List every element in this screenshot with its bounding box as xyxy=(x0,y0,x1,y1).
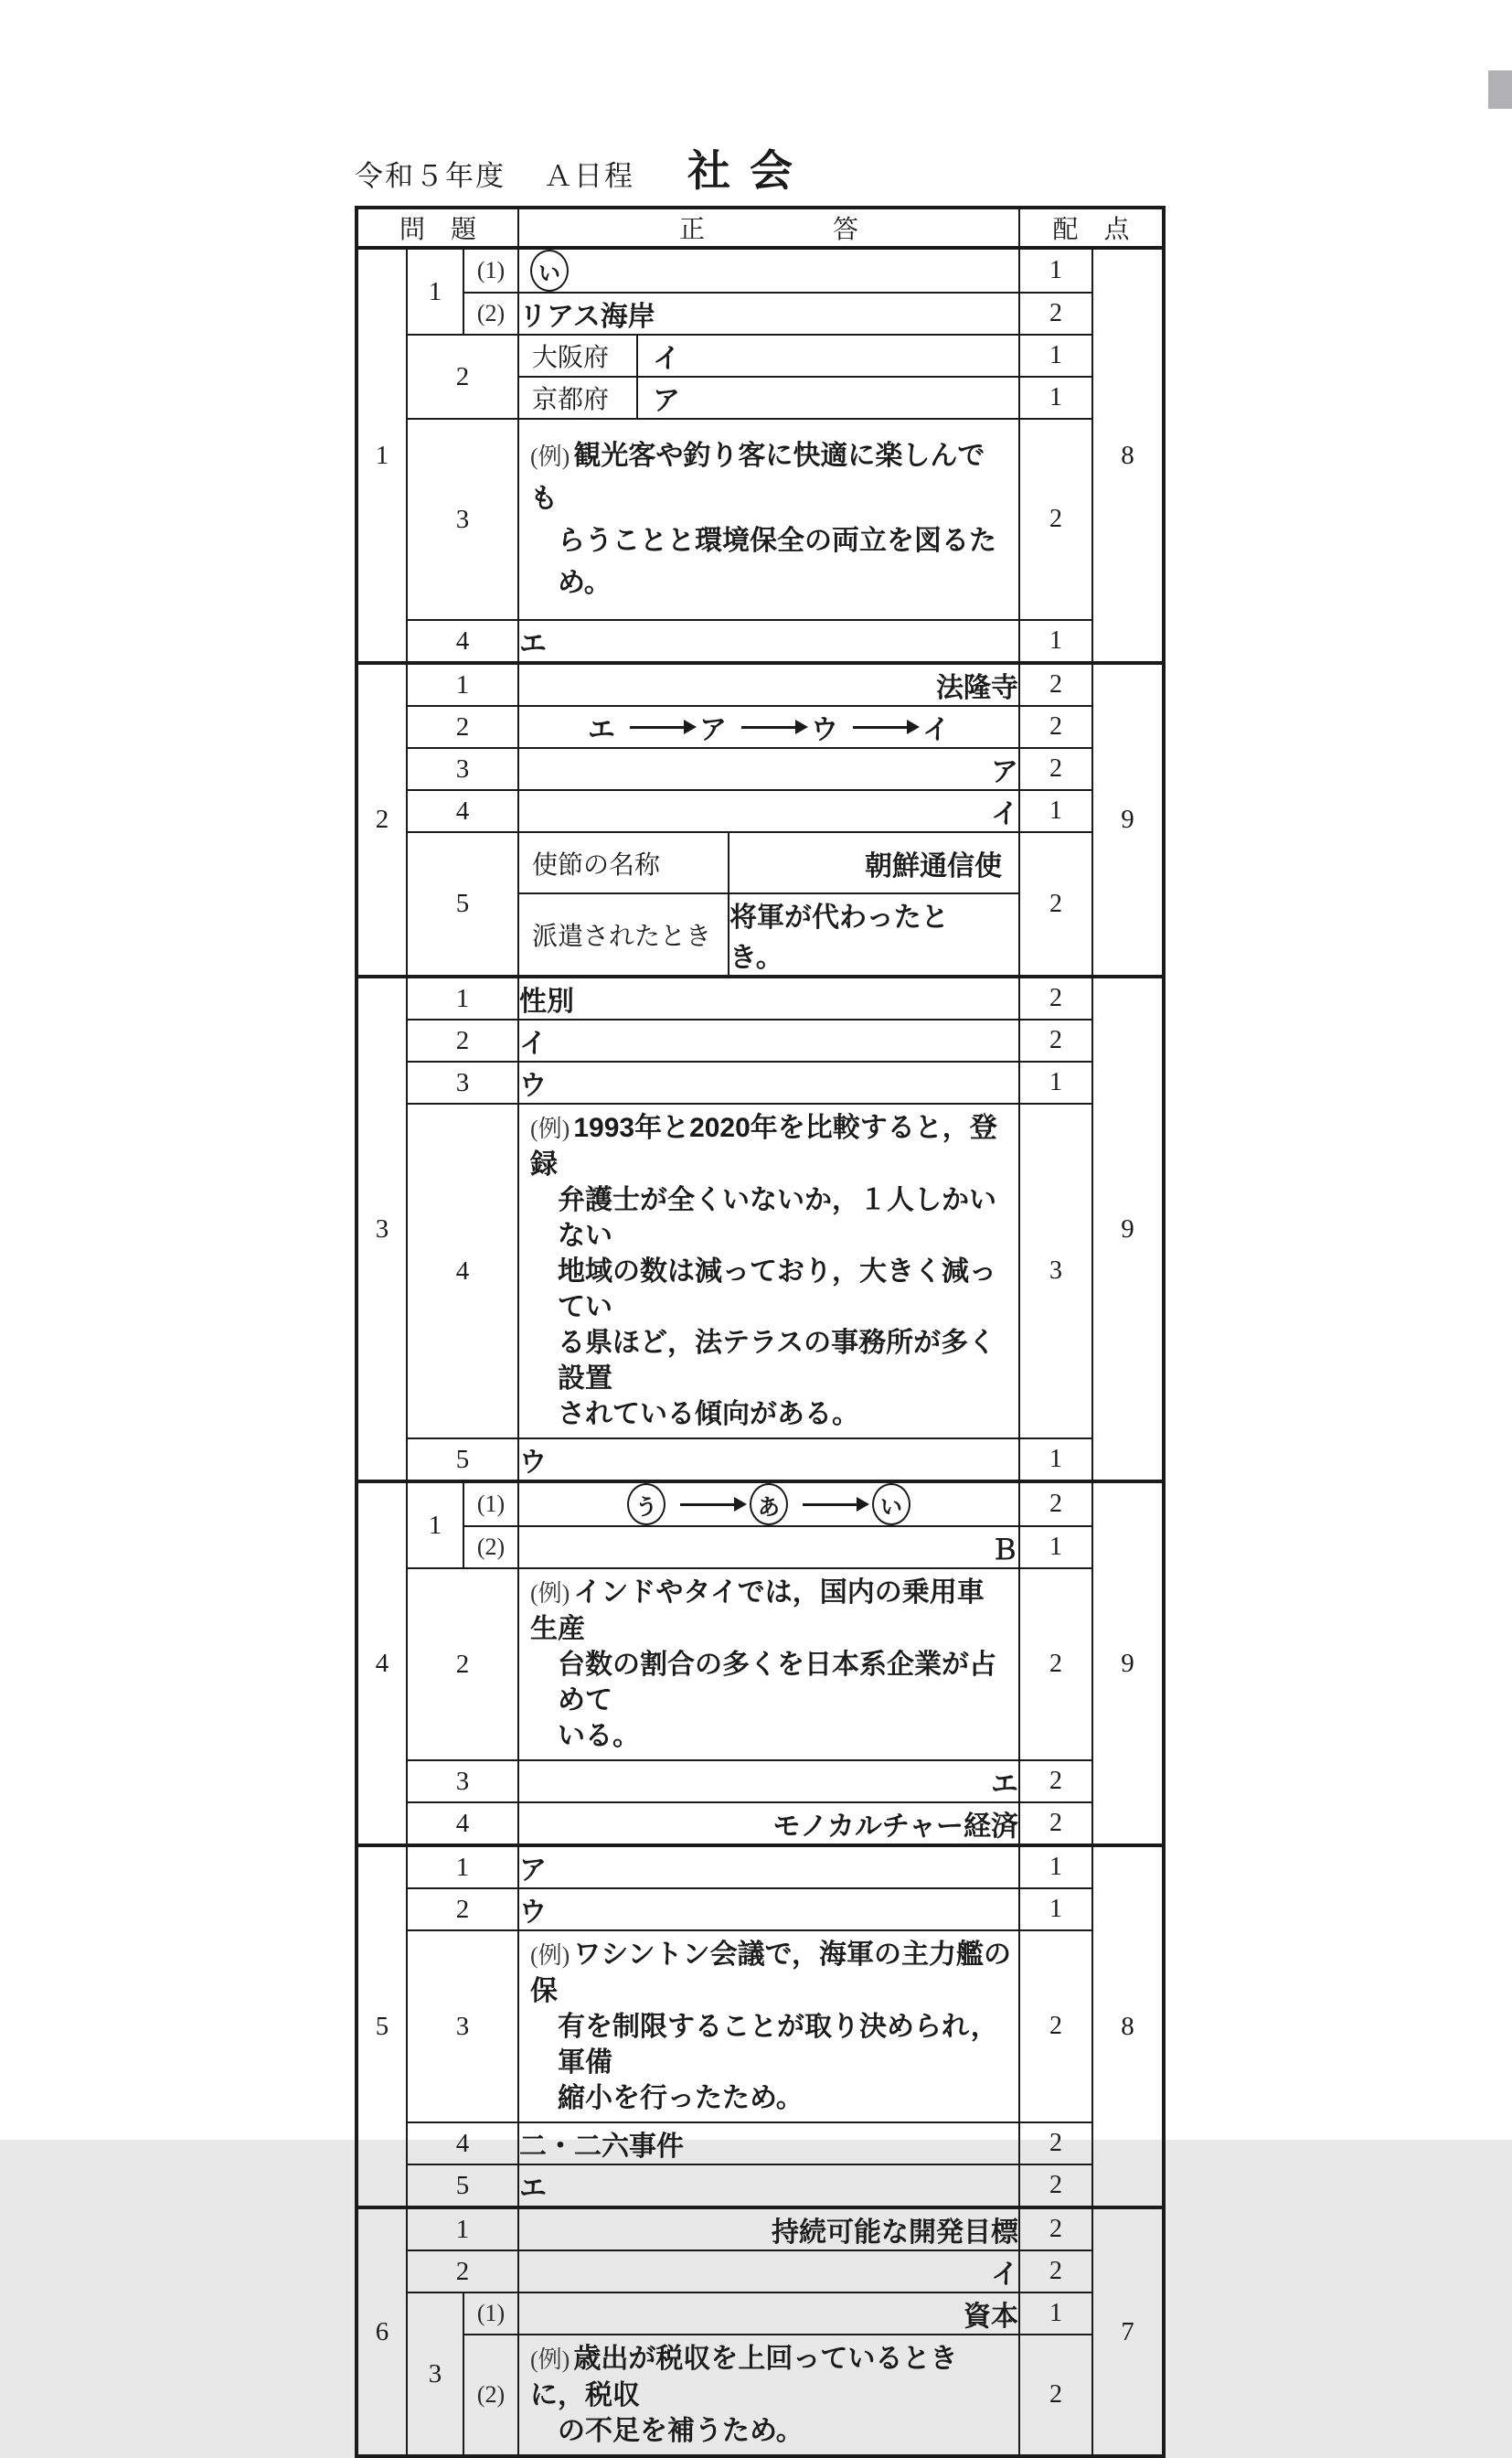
right-arrow-icon xyxy=(803,1503,857,1506)
answer-text: イ xyxy=(991,799,1018,829)
answer-cell xyxy=(518,335,1019,377)
labeled-answer xyxy=(519,378,1018,418)
question-number-cell: 2 xyxy=(407,1568,518,1760)
answer-text: 二・二六事件 xyxy=(519,2132,684,2162)
answer-key-table xyxy=(355,206,1166,2458)
col-header-points: 配 点 xyxy=(1019,208,1164,248)
table-row xyxy=(357,2164,1164,2207)
question-number-cell: 4 xyxy=(407,2122,518,2164)
example-prefix: (例) xyxy=(530,1580,570,1607)
answer-text: ワシントン会議で，海軍の主力艦の保 xyxy=(530,1940,1011,2006)
question-number-cell: 2 xyxy=(407,1020,518,1062)
circled-answer-choice: う xyxy=(627,1483,665,1525)
answer-text: 観光客や釣り客に快適に楽しんでも xyxy=(530,440,985,514)
answer-choice: ウ xyxy=(811,715,838,745)
section-number-cell: 5 xyxy=(357,1845,407,2207)
points-cell: 2 xyxy=(1019,663,1092,706)
answer-text: 持続可能な開発目標 xyxy=(772,2218,1018,2248)
table-row xyxy=(357,1760,1164,1802)
circled-answer-choice: い xyxy=(530,250,569,292)
col-header-question: 問 題 xyxy=(357,208,518,248)
table-row xyxy=(357,620,1164,663)
answer-cell xyxy=(518,1104,1019,1438)
answer-text: ア xyxy=(519,1855,547,1886)
question-number-cell: 3 xyxy=(407,1760,518,1802)
answer-cell xyxy=(518,977,1019,1020)
right-arrow-icon xyxy=(680,1503,735,1506)
labeled-answer xyxy=(519,336,1018,376)
table-row xyxy=(357,248,1164,293)
example-answer xyxy=(519,1569,1018,1759)
answer-cell xyxy=(518,1062,1019,1104)
table-row xyxy=(357,663,1164,706)
points-cell: 1 xyxy=(1019,1526,1092,1568)
answer-text: 朝鮮通信使 xyxy=(865,850,1002,882)
points-cell: 2 xyxy=(1019,293,1092,335)
answer-choice: イ xyxy=(922,715,950,745)
answer-choice: ア xyxy=(699,715,727,745)
points-cell: 2 xyxy=(1019,1568,1092,1760)
table-row xyxy=(357,2292,1164,2335)
answer-text: Ｂ xyxy=(991,1535,1018,1566)
answer-line xyxy=(530,1575,1011,1647)
points-cell: 2 xyxy=(1019,706,1092,748)
answer-text: ア xyxy=(991,757,1018,787)
answer-text: エ xyxy=(519,629,547,659)
table-row xyxy=(357,832,1164,893)
example-prefix: (例) xyxy=(530,443,570,470)
points-cell: 1 xyxy=(1019,248,1092,293)
question-number-cell: 4 xyxy=(407,790,518,832)
points-cell: 1 xyxy=(1019,335,1092,377)
example-answer xyxy=(519,2335,1018,2454)
points-cell: 1 xyxy=(1019,790,1092,832)
table-row xyxy=(357,1020,1164,1062)
answer-line xyxy=(530,1110,1011,1182)
question-number-cell: 4 xyxy=(407,620,518,663)
school-year-label: 令和５年度 xyxy=(355,160,506,192)
answer-text: エ xyxy=(991,1769,1018,1800)
answer-text: モノカルチャー経済 xyxy=(772,1811,1018,1842)
table-row xyxy=(357,335,1164,377)
points-cell: 1 xyxy=(1019,2292,1092,2335)
answer-text: ウ xyxy=(519,1448,547,1478)
points-cell: 2 xyxy=(1019,1802,1092,1845)
question-number-cell: 3 xyxy=(407,2292,463,2456)
question-number-cell: 1 xyxy=(407,663,518,706)
answer-line xyxy=(530,435,1011,520)
question-number-cell: 2 xyxy=(407,335,518,419)
question-number-cell: 1 xyxy=(407,1845,518,1888)
table-row xyxy=(357,2250,1164,2292)
answer-cell xyxy=(518,1568,1019,1760)
right-arrow-icon xyxy=(741,726,796,729)
answer-cell xyxy=(518,2335,1019,2456)
circled-answer-choice: い xyxy=(872,1483,910,1525)
question-part-cell: (2) xyxy=(463,293,518,335)
points-cell: 2 xyxy=(1019,1481,1092,1526)
section-total-cell: 7 xyxy=(1092,2207,1164,2456)
answer-cell xyxy=(518,1802,1019,1845)
points-cell: 3 xyxy=(1019,1104,1092,1438)
answer-sublabel: 京都府 xyxy=(519,378,638,418)
question-number-cell: 4 xyxy=(407,1802,518,1845)
answer-cell xyxy=(518,2207,1019,2250)
question-part-cell: (1) xyxy=(463,1481,518,1526)
answer-cell xyxy=(518,377,1019,419)
sequence-answer xyxy=(519,707,1018,747)
table-row xyxy=(357,1888,1164,1930)
question-number-cell: 3 xyxy=(407,1062,518,1104)
answer-cell xyxy=(518,1438,1019,1481)
question-number-cell: 3 xyxy=(407,748,518,790)
answer-cell xyxy=(518,620,1019,663)
answer-line: る県ほど，法テラスの事務所が多く設置 xyxy=(558,1328,996,1394)
schedule-label: Ａ日程 xyxy=(544,160,634,192)
section-number-cell: 3 xyxy=(357,977,407,1481)
answer-text: 資本 xyxy=(964,2302,1018,2332)
answer-cell xyxy=(518,832,1019,893)
points-cell: 1 xyxy=(1019,377,1092,419)
example-prefix: (例) xyxy=(530,2346,570,2373)
table-row xyxy=(357,1802,1164,1845)
answer-line: 縮小を行ったため。 xyxy=(558,2083,804,2113)
answer-text: イ xyxy=(991,2260,1018,2290)
answer-text: 1993年と2020年を比較すると，登録 xyxy=(530,1113,997,1180)
answer-text: リアス海岸 xyxy=(519,302,655,332)
question-part-cell: (2) xyxy=(463,2335,518,2456)
answer-line xyxy=(530,1937,1011,2009)
answer-cell xyxy=(518,663,1019,706)
answer-cell xyxy=(518,293,1019,335)
answer-cell xyxy=(518,419,1019,620)
answer-text: エ xyxy=(519,2174,547,2204)
points-cell: 2 xyxy=(1019,1020,1092,1062)
answer-text: 将軍が代わったとき。 xyxy=(729,903,949,973)
section-total-cell: 8 xyxy=(1092,1845,1164,2207)
answer-cell xyxy=(518,1930,1019,2122)
answer-text: ウ xyxy=(519,1071,547,1101)
section-total-cell: 9 xyxy=(1092,1481,1164,1845)
answer-cell xyxy=(518,748,1019,790)
question-number-cell: 1 xyxy=(407,1481,463,1568)
answer-sublabel: 使節の名称 xyxy=(519,833,729,892)
example-prefix: (例) xyxy=(530,1942,570,1969)
answer-text: 法隆寺 xyxy=(936,673,1018,703)
table-row xyxy=(357,706,1164,748)
points-cell: 1 xyxy=(1019,1888,1092,1930)
answer-line xyxy=(530,2341,1011,2413)
question-number-cell: 5 xyxy=(407,832,518,977)
table-row xyxy=(357,1568,1164,1760)
col-header-answer: 正 答 xyxy=(518,208,1019,248)
answer-text: イ xyxy=(653,344,680,374)
sequence-answer xyxy=(519,250,1018,292)
answer-cell xyxy=(518,1845,1019,1888)
answer-line: いる。 xyxy=(558,1721,640,1751)
answer-line: されている傾向がある。 xyxy=(558,1399,859,1429)
table-row xyxy=(357,1438,1164,1481)
table-row xyxy=(357,2335,1164,2456)
answer-choice: エ xyxy=(588,715,615,745)
points-cell: 2 xyxy=(1019,832,1092,977)
answer-line: らうことと環境保全の両立を図るため。 xyxy=(558,525,996,598)
answer-cell xyxy=(518,2250,1019,2292)
answer-cell xyxy=(518,248,1019,293)
section-number-cell: 1 xyxy=(357,248,407,663)
answer-cell xyxy=(518,1481,1019,1526)
answer-cell xyxy=(518,893,1019,977)
circled-answer-choice: あ xyxy=(750,1483,788,1525)
points-cell: 2 xyxy=(1019,2335,1092,2456)
section-number-cell: 2 xyxy=(357,663,407,977)
table-row xyxy=(357,419,1164,620)
question-number-cell: 4 xyxy=(407,1104,518,1438)
points-cell: 2 xyxy=(1019,2164,1092,2207)
points-cell: 2 xyxy=(1019,1760,1092,1802)
points-cell: 2 xyxy=(1019,977,1092,1020)
answer-cell xyxy=(518,1526,1019,1568)
question-number-cell: 1 xyxy=(407,2207,518,2250)
points-cell: 1 xyxy=(1019,1845,1092,1888)
answer-cell xyxy=(518,1020,1019,1062)
answer-cell xyxy=(518,2164,1019,2207)
answer-line: 有を制限することが取り決められ，軍備 xyxy=(558,2012,998,2078)
labeled-answer xyxy=(519,833,1018,892)
answer-sublabel: 派遣されたとき xyxy=(519,894,729,975)
answer-sublabel: 大阪府 xyxy=(519,336,638,376)
points-cell: 2 xyxy=(1019,2250,1092,2292)
question-number-cell: 2 xyxy=(407,2250,518,2292)
section-number-cell: 6 xyxy=(357,2207,407,2456)
answer-cell xyxy=(518,1888,1019,1930)
question-part-cell: (1) xyxy=(463,2292,518,2335)
page-corner-mark xyxy=(1488,70,1512,109)
section-total-cell: 9 xyxy=(1092,977,1164,1481)
points-cell: 2 xyxy=(1019,1930,1092,2122)
answer-line: 台数の割合の多くを日本系企業が占めて xyxy=(558,1650,996,1715)
question-number-cell: 1 xyxy=(407,977,518,1020)
answer-line: の不足を補うため。 xyxy=(558,2416,804,2446)
question-part-cell: (1) xyxy=(463,248,518,293)
section-number-cell: 4 xyxy=(357,1481,407,1845)
question-number-cell: 5 xyxy=(407,2164,518,2207)
answer-cell xyxy=(518,2292,1019,2335)
sequence-answer xyxy=(519,1483,1018,1525)
section-total-cell: 9 xyxy=(1092,663,1164,977)
right-arrow-icon xyxy=(853,726,908,729)
points-cell: 2 xyxy=(1019,2122,1092,2164)
example-answer xyxy=(519,1105,1018,1437)
points-cell: 2 xyxy=(1019,748,1092,790)
example-answer xyxy=(519,430,1018,610)
points-cell: 2 xyxy=(1019,419,1092,620)
answer-cell xyxy=(518,790,1019,832)
points-cell: 1 xyxy=(1019,1062,1092,1104)
table-row xyxy=(357,1062,1164,1104)
table-row xyxy=(357,1845,1164,1888)
answer-line: 地域の数は減っており，大きく減ってい xyxy=(558,1256,996,1322)
answer-cell xyxy=(518,2122,1019,2164)
section-total-cell: 8 xyxy=(1092,248,1164,663)
table-row xyxy=(357,1930,1164,2122)
labeled-answer xyxy=(519,894,1018,975)
answer-text: ア xyxy=(653,386,680,416)
table-header-row xyxy=(357,208,1164,248)
question-number-cell: 2 xyxy=(407,706,518,748)
answer-text: 性別 xyxy=(519,987,574,1017)
table-row xyxy=(357,2122,1164,2164)
table-row xyxy=(357,293,1164,335)
example-prefix: (例) xyxy=(530,1116,570,1142)
subject-title: 社 会 xyxy=(687,146,797,195)
question-number-cell: 3 xyxy=(407,419,518,620)
question-number-cell: 5 xyxy=(407,1438,518,1481)
question-number-cell: 2 xyxy=(407,1888,518,1930)
table-row xyxy=(357,1526,1164,1568)
question-part-cell: (2) xyxy=(463,1526,518,1568)
table-row xyxy=(357,2207,1164,2250)
table-row xyxy=(357,977,1164,1020)
page-title xyxy=(355,137,796,198)
points-cell: 2 xyxy=(1019,2207,1092,2250)
answer-text: イ xyxy=(519,1029,547,1059)
table-row xyxy=(357,1104,1164,1438)
answer-text: インドやタイでは，国内の乗用車生産 xyxy=(530,1577,985,1644)
table-row xyxy=(357,748,1164,790)
answer-cell xyxy=(518,706,1019,748)
question-number-cell: 1 xyxy=(407,248,463,335)
answer-line: 弁護士が全くいないか，１人しかいない xyxy=(558,1185,996,1251)
table-row xyxy=(357,790,1164,832)
answer-text: ウ xyxy=(519,1897,547,1928)
right-arrow-icon xyxy=(630,726,685,729)
table-row xyxy=(357,1481,1164,1526)
answer-cell xyxy=(518,1760,1019,1802)
example-answer xyxy=(519,1931,1018,2121)
points-cell: 1 xyxy=(1019,620,1092,663)
question-number-cell: 3 xyxy=(407,1930,518,2122)
points-cell: 1 xyxy=(1019,1438,1092,1481)
answer-text: 歳出が税収を上回っているときに，税収 xyxy=(530,2344,958,2410)
